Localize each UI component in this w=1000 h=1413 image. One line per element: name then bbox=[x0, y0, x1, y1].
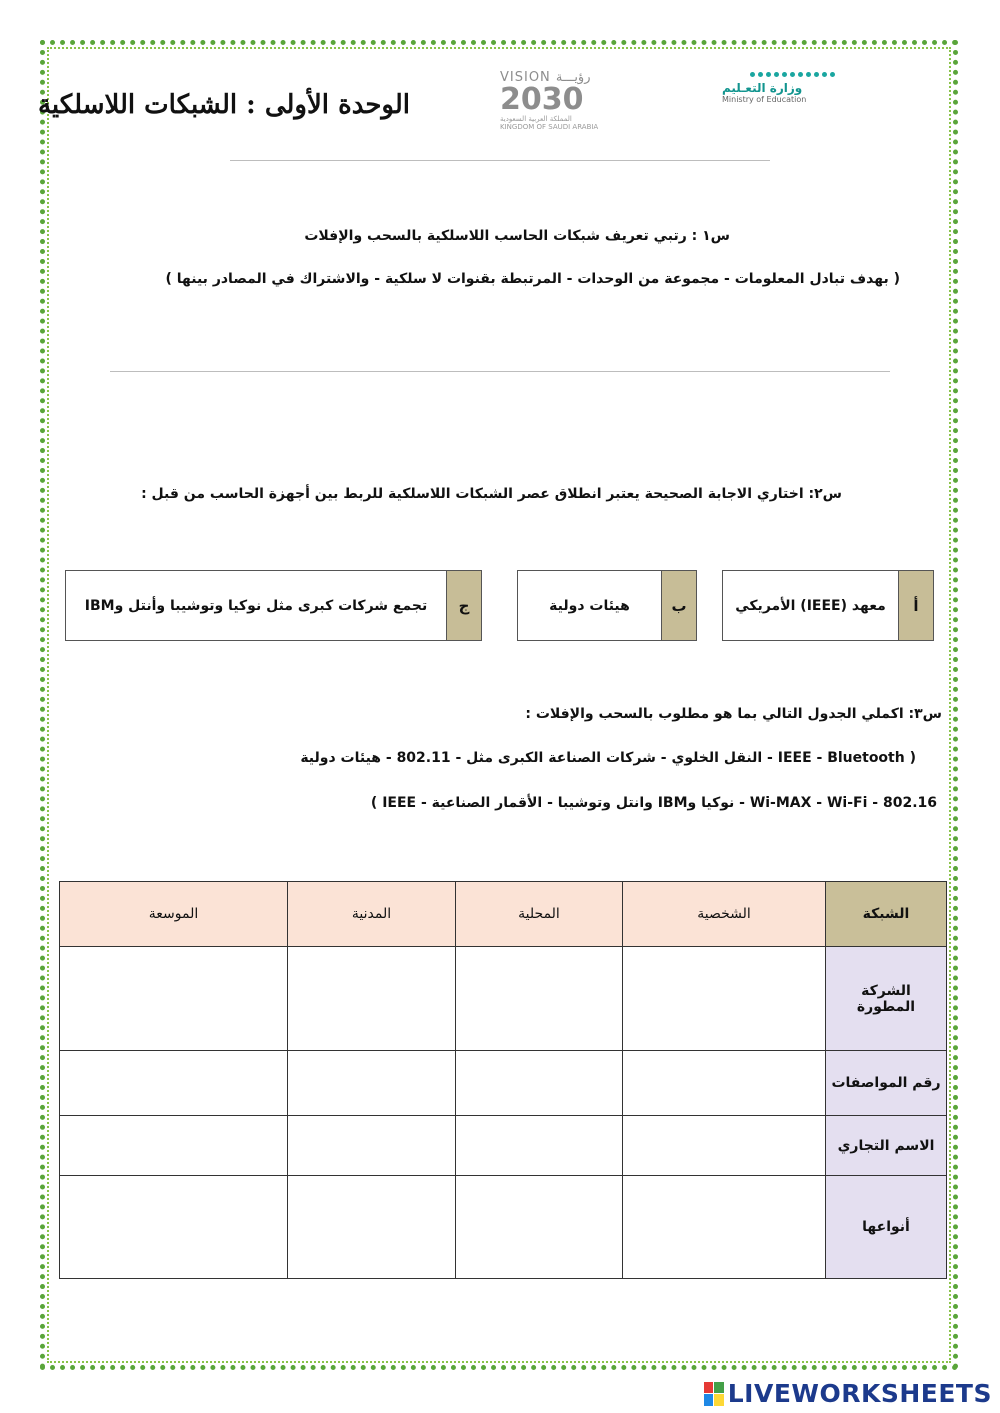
q1-answer-line[interactable] bbox=[110, 371, 890, 372]
ministry-name-en: Ministry of Education bbox=[722, 95, 807, 104]
table-row bbox=[60, 1051, 947, 1116]
header-local: المحلية bbox=[456, 882, 623, 947]
drop-cell[interactable] bbox=[456, 1116, 623, 1176]
vision-kingdom-ar: المملكة العربية السعودية bbox=[500, 115, 572, 123]
choice-c-text: تجمع شركات كبرى مثل نوكيا وتوشيبا وأنتل وIBM bbox=[84, 597, 428, 614]
table-row bbox=[60, 947, 947, 1051]
vision-kingdom-en: KINGDOM OF SAUDI ARABIA bbox=[500, 123, 599, 131]
liveworksheets-text: LIVEWORKSHEETS bbox=[727, 1379, 992, 1408]
header-personal: الشخصية bbox=[623, 882, 826, 947]
q3-options-line1[interactable]: ( IEEE - Bluetooth - النقل الخلوي - شركات الصناعة الكبرى مثل - 802.11 - هيئات دولية bbox=[300, 750, 916, 766]
drop-cell[interactable] bbox=[623, 947, 826, 1051]
table-row bbox=[60, 1116, 947, 1176]
header-wide: الموسعة bbox=[60, 882, 288, 947]
drop-cell[interactable] bbox=[623, 1176, 826, 1279]
q1-prompt: س١ : رتبي تعريف شبكات الحاسب اللاسلكية بالسحب والإفلات bbox=[304, 228, 730, 244]
choice-b[interactable] bbox=[517, 570, 697, 641]
ministry-dots-icon bbox=[742, 72, 842, 77]
page-title: الوحدة الأولى : الشبكات اللاسلكية bbox=[37, 90, 410, 120]
drop-cell[interactable] bbox=[456, 947, 623, 1051]
liveworksheets-mark-icon bbox=[704, 1382, 724, 1406]
vision-label: VISION رؤيـــة bbox=[500, 70, 591, 85]
header-divider bbox=[230, 160, 770, 161]
table-row bbox=[60, 1176, 947, 1279]
q3-prompt: س٣: اكملي الجدول التالي بما هو مطلوب بالسحب والإفلات : bbox=[525, 706, 942, 722]
row-developer: الشركة المطورة bbox=[826, 947, 947, 1051]
choice-a[interactable] bbox=[722, 570, 934, 641]
drop-cell[interactable] bbox=[60, 1176, 288, 1279]
header-metropolitan: المدنية bbox=[288, 882, 456, 947]
vision-2030-logo bbox=[500, 70, 610, 140]
choice-b-text: هيئات دولية bbox=[549, 597, 630, 614]
drop-cell[interactable] bbox=[288, 1051, 456, 1116]
choice-b-letter: ب bbox=[661, 571, 696, 640]
drop-cell[interactable] bbox=[456, 1176, 623, 1279]
row-spec-number: رقم المواصفات bbox=[826, 1051, 947, 1116]
choice-c-letter: ج bbox=[446, 571, 481, 640]
row-trade-name: الاسم التجاري bbox=[826, 1116, 947, 1176]
drop-cell[interactable] bbox=[60, 1051, 288, 1116]
q1-options[interactable]: ( بهدف تبادل المعلومات - مجموعة من الوحدات - المرتبطة بقنوات لا سلكية - والاشتراك في المصادر بينها ) bbox=[165, 271, 900, 287]
choice-a-text: معهد (IEEE) الأمريكي bbox=[735, 597, 886, 614]
ministry-name-ar: وزارة التعـليم bbox=[722, 81, 803, 95]
drop-cell[interactable] bbox=[288, 1176, 456, 1279]
q3-options-line2[interactable]: 802.16 - Wi-MAX - Wi-Fi - نوكيا وIBM وانتل وتوشيبا - الأقمار الصناعية - IEEE ) bbox=[370, 795, 937, 811]
q3-table bbox=[59, 881, 947, 1279]
choice-a-letter: أ bbox=[898, 571, 933, 640]
vision-year: 2030 bbox=[500, 82, 584, 117]
drop-cell[interactable] bbox=[456, 1051, 623, 1116]
drop-cell[interactable] bbox=[60, 1116, 288, 1176]
liveworksheets-logo[interactable] bbox=[704, 1379, 992, 1408]
q2-prompt: س٢: اختاري الاجابة الصحيحة يعتبر انطلاق عصر الشبكات اللاسلكية للربط بين أجهزة الحاسب من قبل : bbox=[141, 486, 842, 502]
choice-c[interactable] bbox=[65, 570, 482, 641]
ministry-of-education-logo bbox=[722, 72, 842, 132]
drop-cell[interactable] bbox=[623, 1116, 826, 1176]
table-header-row bbox=[60, 882, 947, 947]
drop-cell[interactable] bbox=[288, 947, 456, 1051]
drop-cell[interactable] bbox=[288, 1116, 456, 1176]
drop-cell[interactable] bbox=[623, 1051, 826, 1116]
drop-cell[interactable] bbox=[60, 947, 288, 1051]
header-network: الشبكة bbox=[826, 882, 947, 947]
row-types: أنواعها bbox=[826, 1176, 947, 1279]
